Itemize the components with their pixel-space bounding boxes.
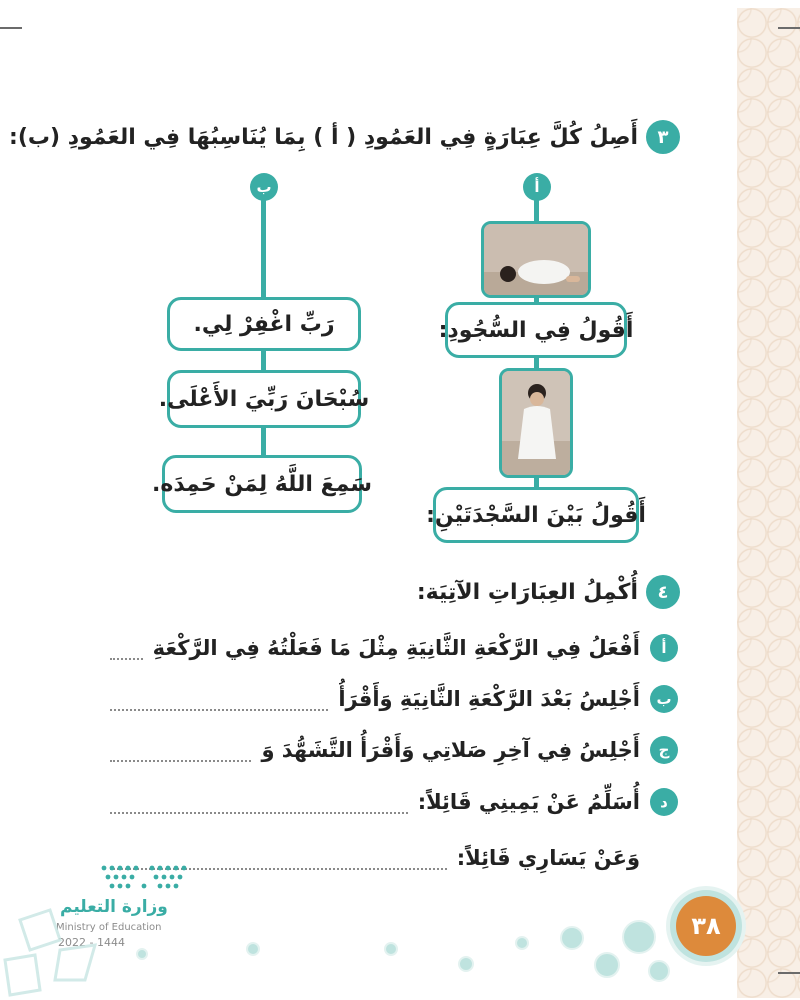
decorative-bead [384, 942, 398, 956]
crop-mark [778, 27, 800, 29]
column-a-item-sujood[interactable]: أَقُولُ فِي السُّجُودِ: [445, 302, 627, 358]
item-text: أَجْلِسُ فِي آخِرِ صَلاتِي وَأَقْرَأُ التَّشَهُّدَ وَ [261, 738, 640, 762]
page-number: ٣٨ [676, 896, 736, 956]
column-a-badge: أ [523, 173, 551, 201]
column-b-item-3[interactable]: سَمِعَ اللَّهُ لِمَنْ حَمِدَه. [162, 455, 362, 513]
question-4-instruction: أُكْمِلُ العِبَارَاتِ الآتِيَة: [416, 579, 638, 605]
question-3-header [9, 120, 680, 154]
column-b-badge: ب [250, 173, 278, 201]
decorative-bead [136, 948, 148, 960]
question-number-badge: ٣ [646, 120, 680, 154]
fill-item-a [110, 630, 678, 666]
answer-blank[interactable] [110, 738, 251, 762]
column-a-item-between-sajdas[interactable]: أَقُولُ بَيْنَ السَّجْدَتَيْنِ: [433, 487, 639, 543]
question-4-header [417, 575, 680, 609]
column-b-item-2[interactable]: سُبْحَانَ رَبِّيَ الأَعْلَى. [167, 370, 361, 428]
crop-mark [0, 27, 22, 29]
praying-sitting-illustration [502, 371, 570, 475]
decorative-bead [458, 956, 474, 972]
item-text: وَعَنْ يَسَارِي قَائِلاً: [456, 846, 640, 870]
column-b-item-1[interactable]: رَبِّ اغْفِرْ لِي. [167, 297, 361, 351]
decorative-bead [246, 942, 260, 956]
ministry-name-arabic: وزارة التعليم [60, 897, 168, 917]
answer-blank[interactable] [110, 687, 328, 711]
item-letter-badge: ج [650, 736, 678, 764]
question-3-instruction: أَصِلُ كُلَّ عِبَارَةٍ فِي العَمُودِ ( أ ) بِمَا يُنَاسِبُهَا فِي العَمُودِ (ب): [9, 124, 638, 150]
item-letter-badge: د [650, 788, 678, 816]
fill-item-c [110, 732, 678, 768]
crop-mark [778, 972, 800, 974]
item-letter-badge: ب [650, 685, 678, 713]
fill-item-b [110, 681, 678, 717]
fill-item-d [110, 784, 678, 820]
item-letter-badge: أ [650, 634, 678, 662]
answer-blank[interactable] [110, 790, 408, 814]
decorative-bead [648, 960, 670, 982]
decorative-bead [594, 952, 620, 978]
item-text: أُسَلِّمُ عَنْ يَمِينِي قَائِلاً: [417, 790, 640, 814]
ministry-logo-dots [98, 862, 190, 892]
decorative-bead [622, 920, 656, 954]
photo-prostration [481, 221, 591, 298]
photo-sitting [499, 368, 573, 478]
ministry-name-english: Ministry of Education [56, 922, 162, 933]
decorative-bead [560, 926, 584, 950]
ministry-outline-shapes [0, 900, 120, 1000]
praying-sujood-illustration [484, 224, 588, 295]
item-text: أَجْلِسُ بَعْدَ الرَّكْعَةِ الثَّانِيَةِ وَأَقْرَأُ [338, 687, 640, 711]
edition-year: 2022 - 1444 [58, 936, 125, 949]
item-text: أَفْعَلُ فِي الرَّكْعَةِ الثَّانِيَةِ مِثْلَ مَا فَعَلْتُهُ فِي الرَّكْعَةِ [152, 636, 640, 660]
answer-blank[interactable] [110, 636, 143, 660]
question-number-badge: ٤ [646, 575, 680, 609]
decorative-bead [515, 936, 529, 950]
decorative-pattern-strip [737, 8, 800, 998]
